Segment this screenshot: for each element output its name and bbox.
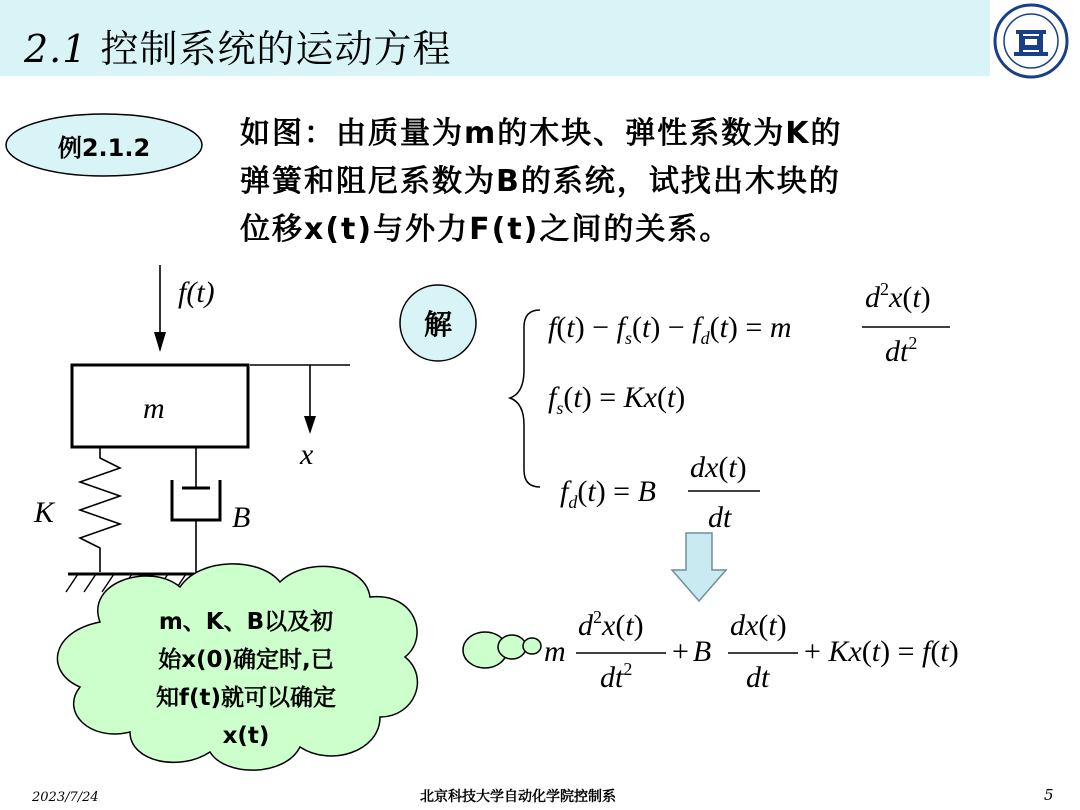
title-number: 2.1 [24, 27, 88, 71]
cloud-note-line: 知f(t)就可以确定 [155, 685, 337, 711]
equation-result: + Kx(t) = f(t) [804, 635, 959, 668]
cloud-note-line: 始x(0)确定时,已 [158, 647, 334, 673]
footer-institution: 北京科技大学自动化学院控制系 [420, 789, 616, 805]
damper-label: B [232, 501, 251, 534]
footer-date: 2023/7/24 [32, 790, 99, 805]
slide-title [24, 18, 452, 73]
problem-line: 弹簧和阻尼系数为B的系统，试找出木块的 [240, 164, 841, 199]
mass-spring-damper-diagram [20, 220, 370, 600]
displacement-label: x [300, 438, 314, 471]
cloud-note-line: x(t) [222, 723, 270, 749]
cloud-note [96, 603, 396, 755]
down-arrow [672, 533, 726, 601]
svg-text:dx(t): dx(t) [730, 609, 787, 642]
equation-brace [510, 310, 540, 487]
force-label: f(t) [178, 276, 215, 309]
title-text: 控制系统的运动方程 [100, 27, 452, 71]
mass-label: m [143, 392, 165, 425]
svg-text:+B: + B [672, 635, 712, 668]
equation-system [500, 265, 1060, 705]
spring-label: K [34, 496, 55, 529]
svg-text:dt2: $dt^2$ [600, 659, 633, 694]
svg-text:dx(t): dx(t) [690, 451, 747, 484]
equation-force-balance: $f(t) - f_s(t) - f_d(t) = m$ [548, 311, 792, 348]
svg-text:dt: dt [746, 661, 770, 694]
university-logo [992, 2, 1070, 80]
problem-line: 位移x(t)与外力F(t)之间的关系。 [240, 212, 732, 247]
equation-damper-force: $f_d(t) = B$ [560, 475, 656, 512]
svg-text:d2x(t): $d^2x(t)$ [578, 607, 644, 642]
cloud-note-line: m、K、B以及初 [158, 609, 334, 635]
equation-spring-force: $f_s(t) = Kx(t)$ [548, 381, 686, 418]
force-arrow-head [154, 332, 166, 352]
svg-text:d2x(t): $d^2x(t)$ [865, 279, 931, 314]
svg-text:dt: dt [708, 501, 732, 534]
example-label: 例2.1.2 [57, 133, 151, 162]
problem-line: 如图：由质量为m的木块、弹性系数为K的 [240, 116, 843, 151]
solution-label: 解 [423, 308, 452, 341]
displacement-arrow-head [304, 416, 316, 434]
svg-text:m: m [544, 635, 566, 668]
page-number: 5 [1044, 786, 1054, 804]
svg-text:dt2: $dt^2$ [885, 333, 918, 368]
